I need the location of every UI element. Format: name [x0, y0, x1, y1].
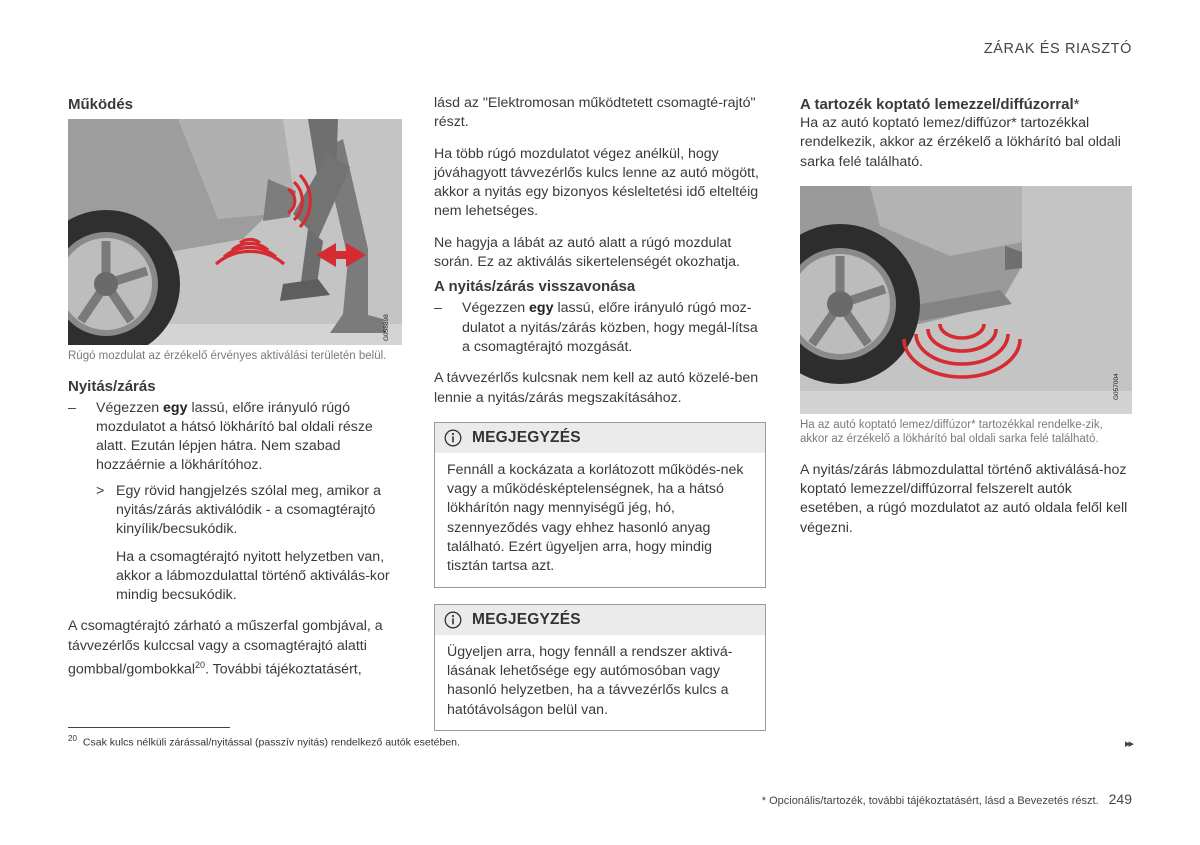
note-title: MEGJEGYZÉS [472, 428, 581, 446]
page-number: 249 [1108, 791, 1132, 807]
caption-2: Ha az autó koptató lemez/diffúzor* tartozékkal rendelke-zik, akkor az érzékelő a lökhárító bal oldali sarka felé található. [800, 418, 1103, 446]
note-body: Ügyeljen arra, hogy fennáll a rendszer aktivá-lásának lehetősége egy autómosóban vagy hasonló helyzetben, ha a távvezérlős kulcs a hatótávolságon belül van. [447, 643, 733, 718]
dash-marker: – [68, 399, 76, 416]
note-title: MEGJEGYZÉS [472, 610, 581, 628]
paragraph: A csomagtérajtó zárható a műszerfal gombjával, a távvezérlős kulccsal vagy a csomagtérajtó alatti gombbal/gombokkal$^{20}$. További tájékoztatásért, [68, 618, 383, 678]
info-circle-icon [444, 611, 462, 629]
paragraph: lásd az "Elektromosan működtetett csomagté-rajtó" részt. [434, 95, 756, 131]
section-heading-mukodes: Működés [68, 96, 134, 113]
note-box [434, 604, 766, 731]
kick-illustration-svg [68, 119, 402, 345]
result-marker: > [96, 482, 105, 499]
column-right [800, 96, 1132, 550]
note-body: Fennáll a kockázata a korlátozott működés-nek vagy a működésképtelenségnek, ha a hátsó lökhárítón nagy mennyiségű jég, hó, szennyeződés vagy ehhez hasonló anyag található. Ezért ügyeljen arra, hogy mindig tisztán tartsa azt. [447, 461, 744, 575]
footnote: $^{20}$ Csak kulcs nélküli zárással/nyitással (passzív nyitás) rendelkező autók esetében. [68, 734, 460, 749]
note-header [435, 423, 765, 453]
note-header [435, 605, 765, 635]
continue-arrows-icon: ▸▸ [1124, 738, 1132, 750]
sub-paragraph: Ha a csomagtérajtó nyitott helyzetben van, akkor a lábmozdulattal történő aktiválás-kor mindig becsukódik. [116, 548, 390, 604]
column-left [68, 96, 402, 692]
diffuser-illustration-svg [800, 186, 1132, 414]
page-footer [762, 791, 1132, 807]
bold-egy: egy [163, 399, 188, 416]
paragraph: Ha az autó koptató lemez/diffúzor* tartozékkal rendelkezik, akkor az érzékelő a lökhárító bal oldali sarka felé található. [800, 115, 1121, 170]
footnote-divider [68, 727, 230, 728]
dash-marker: – [434, 300, 442, 317]
caption-1: Rúgó mozdulat az érzékelő érvényes aktiválási területén belül. [68, 350, 387, 362]
section-heading-diffuzor: A tartozék koptató lemezzel/diffúzorral* [800, 96, 1080, 113]
paragraph: Ne hagyja a lábát az autó alatt a rúgó mozdulat során. Ez az aktiválás sikertelenségét okozhatja. [434, 234, 740, 271]
kick-illustration [68, 119, 402, 345]
page-header: ZÁRAK ÉS RIASZTÓ [983, 41, 1132, 57]
paragraph: A nyitás/zárás lábmozdulattal történő aktiválásá-hoz koptató lemezzel/diffúzorral felszerelt autók esetében, a rúgó mozdulatot az autó oldala felől kell végezni. [800, 461, 1128, 536]
column-middle [434, 96, 766, 747]
bold-egy: egy [529, 300, 554, 317]
sub-list-item: > Egy rövid hangjelzés szólal meg, amikor a nyitás/zárás aktiválódik - a csomagtérajtó kinyílik/becsukódik. [96, 482, 381, 538]
list-item: – Végezzen egy lassú, előre irányuló rúgó mozdulatot a hátsó lökhárító bal oldali része alatt. Ezután lépjen hátra. Nem szabad hozzáérnie a lökhárítóhoz. [68, 399, 373, 474]
image-code-1: G058898 [383, 314, 390, 341]
paragraph: Ha több rúgó mozdulatot végez anélkül, hogy jóváhagyott távvezérlős kulcs lenne az autó mögött, akkor a nyitás egy bizonyos késleltetési idő elteltéig nem lehetséges. [434, 145, 759, 220]
list-item: – Végezzen egy lassú, előre irányuló rúgó moz-dulatot a nyitás/zárás közben, hogy megál-lítsa a csomagtérajtó mozgását. [434, 300, 758, 355]
info-circle-icon [444, 429, 462, 447]
image-code-2: G057004 [1113, 373, 1120, 400]
note-box [434, 422, 766, 588]
paragraph: A távvezérlős kulcsnak nem kell az autó közelé-ben lennie a nyitás/zárás megszakításához. [434, 370, 759, 406]
footnote-number: 20 [68, 734, 77, 743]
footnote-ref: 20 [194, 660, 205, 671]
diffuser-illustration [800, 186, 1132, 414]
subheading-nyitas-zaras: Nyitás/zárás [68, 377, 156, 395]
subheading-visszavonas: A nyitás/zárás visszavonása [434, 278, 636, 296]
footer-note: * Opcionális/tartozék, további tájékoztatásért, lásd a Bevezetés részt. [761, 795, 1099, 807]
